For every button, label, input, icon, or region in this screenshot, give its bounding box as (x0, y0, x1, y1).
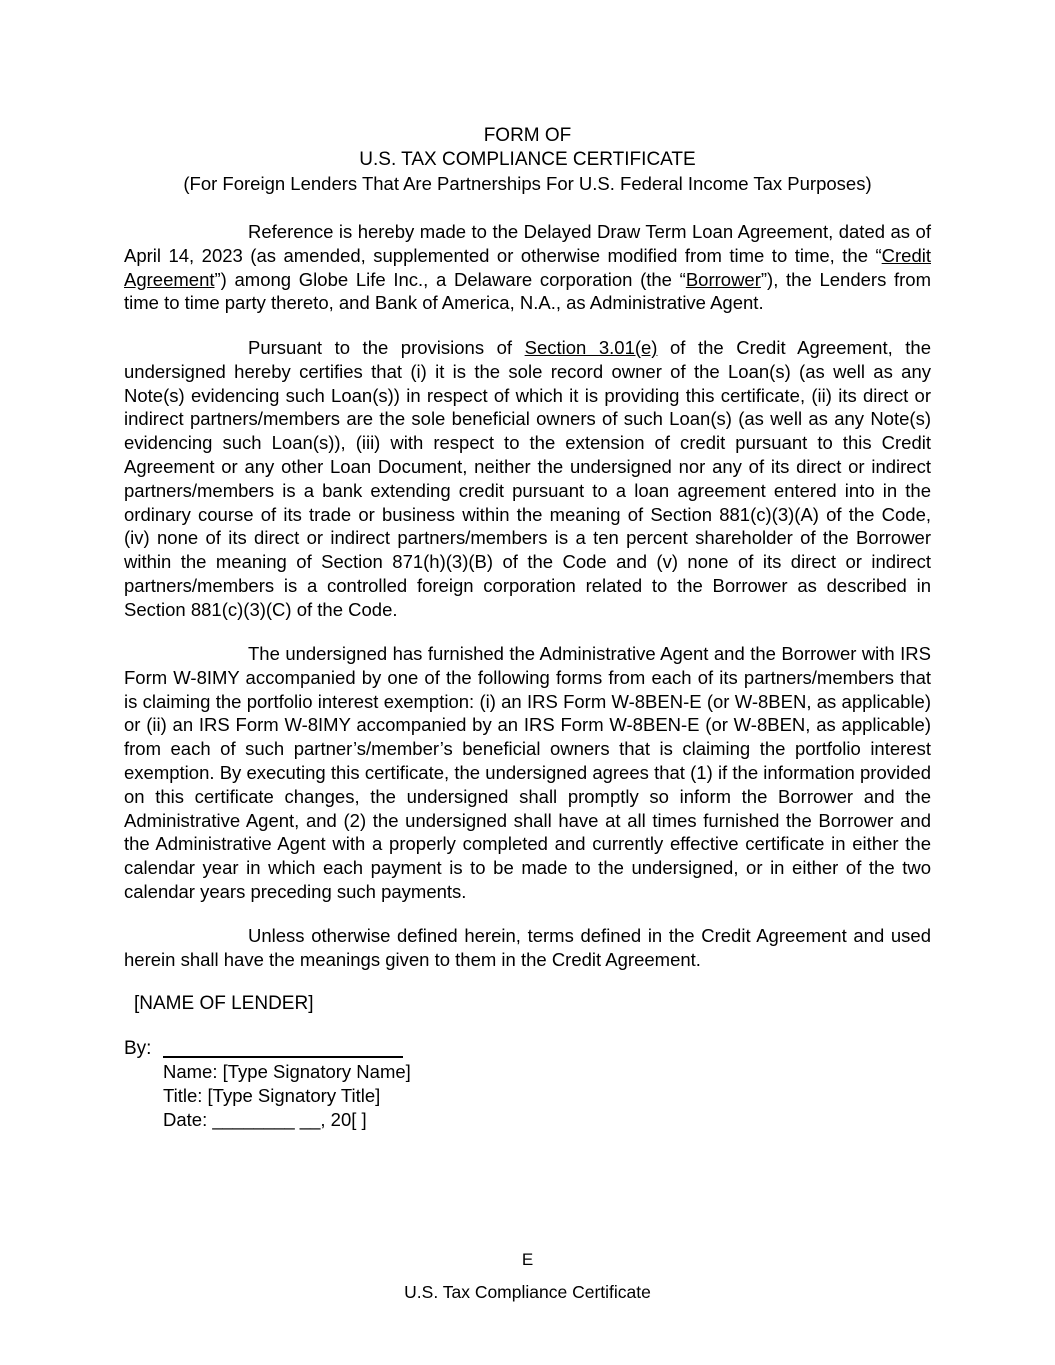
exhibit-letter: E (521, 1250, 534, 1269)
lender-name-placeholder: [NAME OF LENDER] (134, 993, 314, 1014)
signature-line (163, 1056, 403, 1058)
form-of-heading: FORM OF (483, 125, 572, 146)
certificate-subtitle: (For Foreign Lenders That Are Partnerships For U.S. Federal Income Tax Purposes) (183, 173, 872, 194)
by-label: By: (124, 1038, 152, 1059)
signature-date-line: Date: ________ __, 20[ ] (163, 1109, 367, 1130)
document-header (124, 124, 931, 196)
paragraph-definitions: Unless otherwise defined herein, terms defined in the Credit Agreement and used herein shall have the meanings given to them in the Credit Agreement. (124, 925, 931, 970)
signature-block (163, 1060, 411, 1132)
paragraph-forms-furnished: The undersigned has furnished the Administrative Agent and the Borrower with IRS Form W-8IMY accompanied by one of the following forms from each of its partners/members that is claiming the portfolio interest exemption: (i) an IRS Form W-8BEN-E (or W-8BEN, as applicable) or (ii) an IRS Form W-8IMY accompanied by an IRS Form W-8BEN-E (or W-8BEN, as applicable) from each of such partner’s/member’s beneficial owners that is claiming the portfolio interest exemption. By executing this certificate, the undersigned agrees that (1) if the information provided on this certificate changes, the undersigned shall promptly so inform the Borrower and the Administrative Agent, and (2) the undersigned shall have at all times furnished the Borrower and the Administrative Agent with a properly completed and currently effective certificate in either the calendar year in which each payment is to be made to the undersigned, or in either of the two calendar years preceding such payments. (124, 643, 931, 902)
footer-title: U.S. Tax Compliance Certificate (404, 1282, 651, 1302)
paragraph-certification (124, 336, 931, 622)
paragraph-reference (124, 220, 931, 315)
paragraph-certification-text-a: Pursuant to the provisions of (248, 337, 525, 358)
signatory-title-line: Title: [Type Signatory Title] (163, 1085, 381, 1106)
paragraph-reference-text-a: Reference is hereby made to the Delayed Draw Term Loan Agreement, dated as of April 14, 2023 (as amended, supplemented or otherwise modified from time to time, the “ (124, 221, 931, 266)
paragraph-certification-text-b: of the Credit Agreement, the undersigned hereby certifies that (i) it is the sole record owner of the Loan(s) (as well as any Note(s) evidencing such Loan(s)) in respect of which it is providing this certificate, (ii) its direct or indirect partners/members are the sole beneficial owners of such Loan(s) (as well as any Note(s) evidencing such Loan(s)), (iii) with respect to the extension of credit pursuant to this Credit Agreement or any other Loan Document, neither the undersigned nor any of its direct or indirect partners/members is a bank extending credit pursuant to a loan agreement entered into in the ordinary course of its trade or business within the meaning of Section 881(c)(3)(A) of the Code, (iv) none of its direct or indirect partners/members is a ten percent shareholder of the Borrower within the meaning of Section 871(h)(3)(B) of the Code and (v) none of its direct or indirect partners/members is a controlled foreign corporation related to the Borrower as described in Section 881(c)(3)(C) of the Code. (124, 337, 932, 620)
section-reference: Section 3.01(e) (524, 337, 658, 358)
defined-term-credit-agreement: Credit Agreement (124, 244, 931, 290)
defined-term-borrower: Borrower (685, 268, 761, 290)
certificate-title: U.S. TAX COMPLIANCE CERTIFICATE (359, 149, 696, 170)
paragraph-reference-text-c: ”), the Lenders from time to time party thereto, and Bank of America, N.A., as Administrative Agent. (124, 268, 932, 314)
paragraph-reference-text-b: ”) among Globe Life Inc., a Delaware corporation (the “ (214, 268, 686, 290)
signatory-name-line: Name: [Type Signatory Name] (163, 1061, 411, 1082)
